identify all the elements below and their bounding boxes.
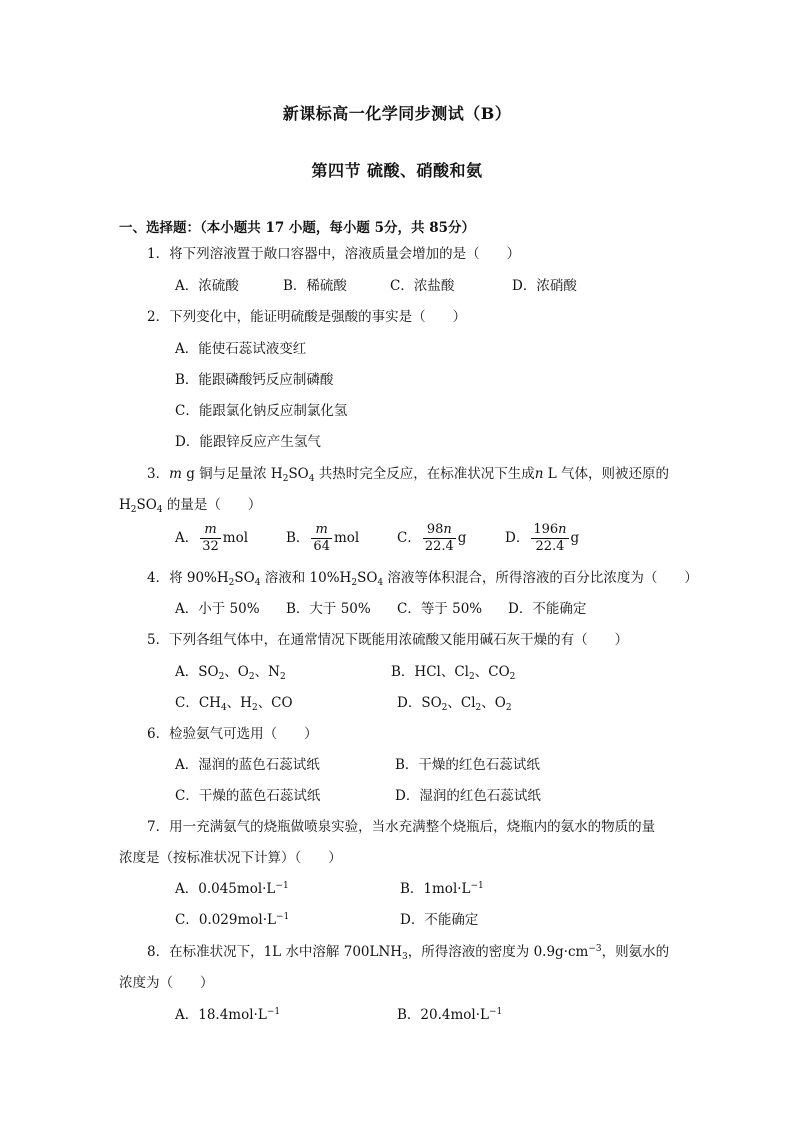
q4-option-d: D．不能确定 — [508, 601, 587, 617]
question-7-stem-cont: 浓度是（按标准状况下计算）（ ） — [119, 850, 342, 866]
q3-option-c: C． $\frac{98n}{22.4}$ g — [397, 522, 467, 554]
question-8-stem-cont: 浓度为（ ） — [119, 975, 214, 991]
question-6-stem: 6．检验氨气可选用（ ） — [147, 726, 318, 742]
page-title: 新课标高一化学同步测试（B） — [282, 104, 512, 123]
q5-option-b: B．HCl、$Cl_2$、$CO_2$ — [391, 664, 516, 682]
q8-option-b: B．$20.4mol\cdot L^{-1}$ — [397, 1007, 503, 1023]
fraction: $\frac{196n}{22.4}$ — [533, 522, 567, 554]
question-3-stem-cont: $H_2SO_4$ 的量是（ ） — [119, 497, 262, 515]
question-1-stem: 1．将下列溶液置于敞口容器中，溶液质量会增加的是（ ） — [147, 246, 521, 262]
q2-option-c: C．能跟氯化钠反应制氯化氢 — [175, 403, 348, 419]
fraction: $\frac{98n}{22.4}$ — [424, 522, 454, 554]
q7-option-c: C．$0.029mol\cdot L^{-1}$ — [175, 912, 290, 928]
q4-option-a: A．小于 50% — [175, 601, 260, 617]
question-4-stem: 4．将 $90\%H_2SO_4$ 溶液和 $10\%H_2SO_4$ 溶液等体积混合，所得溶液的百分比浓度为（ ） — [147, 570, 698, 588]
q4-option-b: B．大于 50% — [286, 601, 371, 617]
q2-option-d: D．能跟锌反应产生氢气 — [175, 434, 321, 450]
q3-option-b: B． $\frac{m}{64}$ mol — [286, 522, 360, 554]
q1-option-b: B．稀硫酸 — [283, 278, 347, 294]
question-3-stem: 3．m g 铜与足量浓 $H_2SO_4$ 共热时完全反应，在标准状况下生成n L 气体，则被还原的 — [147, 466, 670, 484]
q1-option-a: A．浓硫酸 — [175, 278, 239, 294]
q6-option-b: B．干燥的红色石蕊试纸 — [395, 757, 540, 773]
question-5-stem: 5．下列各组气体中，在通常情况下既能用浓硫酸又能用碱石灰干燥的有（ ） — [147, 632, 629, 648]
q7-option-b: B．$1mol\cdot L^{-1}$ — [400, 881, 484, 897]
q8-option-a: A．$18.4mol\cdot L^{-1}$ — [175, 1007, 281, 1023]
q7-option-a: A．$0.045mol\cdot L^{-1}$ — [175, 881, 289, 897]
q4-option-c: C．等于 50% — [397, 601, 483, 617]
section-heading: 一、选择题：（本小题共 17 小题，每小题 5分，共 85分） — [119, 220, 476, 236]
q5-option-d: D．$SO_2$、$Cl_2$、$O_2$ — [397, 695, 512, 713]
q5-option-a: A．$SO_2$、$O_2$、$N_2$ — [175, 664, 286, 682]
q2-option-b: B．能跟磷酸钙反应制磷酸 — [175, 372, 334, 388]
q5-option-c: C．$CH_4$、$H_2$、CO — [175, 695, 293, 713]
section-subtitle: 第四节 硫酸、硝酸和氨 — [311, 161, 483, 180]
q1-option-d: D．浓硝酸 — [512, 278, 577, 294]
q1-option-c: C．浓盐酸 — [390, 278, 455, 294]
question-2-stem: 2．下列变化中，能证明硫酸是强酸的事实是（ ） — [147, 309, 467, 325]
q3-option-d: D． $\frac{196n}{22.4}$ g — [505, 522, 580, 554]
fraction: $\frac{m}{32}$ — [202, 522, 219, 554]
fraction: $\frac{m}{64}$ — [313, 522, 330, 554]
q6-option-d: D．湿润的红色石蕊试纸 — [395, 788, 541, 804]
q3-option-a: A． $\frac{m}{32}$ mol — [175, 522, 249, 554]
question-7-stem: 7．用一充满氨气的烧瓶做喷泉实验，当水充满整个烧瓶后，烧瓶内的氨水的物质的量 — [147, 819, 656, 835]
q6-option-c: C．干燥的蓝色石蕊试纸 — [175, 788, 321, 804]
q7-option-d: D．不能确定 — [400, 912, 479, 928]
question-8-stem: 8．在标准状况下，1L 水中溶解 $700LNH_3$，所得溶液的密度为 $0.9g\cdot cm^{-3}$，则氨水的 — [147, 944, 670, 962]
q2-option-a: A．能使石蕊试液变红 — [175, 341, 307, 357]
q6-option-a: A．湿润的蓝色石蕊试纸 — [175, 757, 320, 773]
